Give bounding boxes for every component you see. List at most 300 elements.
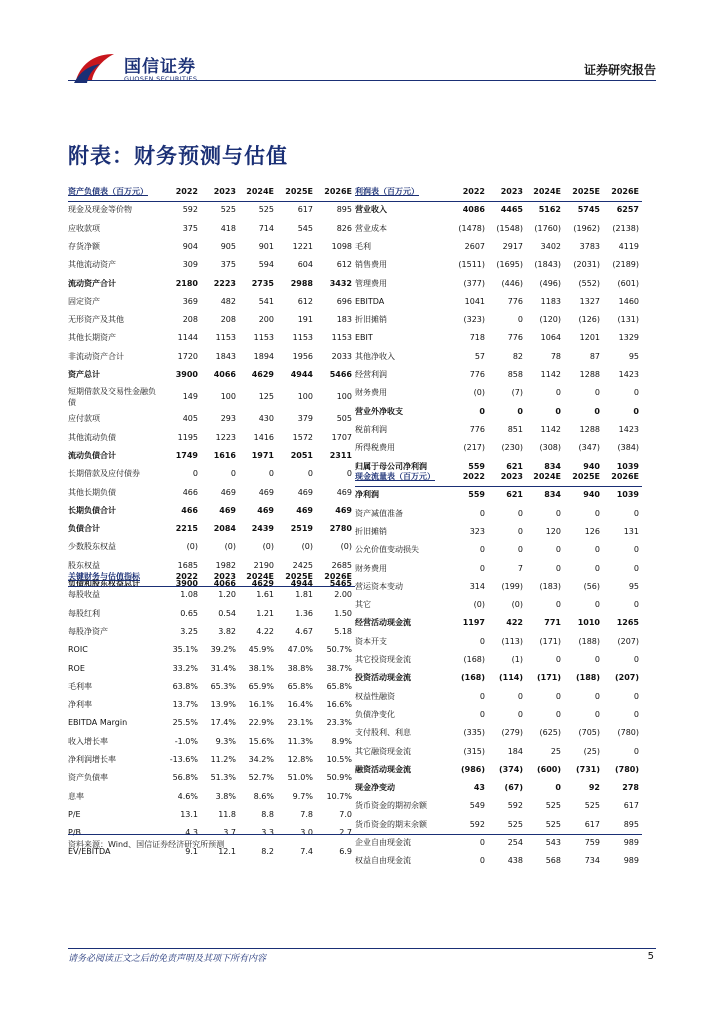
row-value: 1.21	[256, 608, 274, 618]
row-value: 0	[230, 469, 236, 479]
column-header-year: 2023	[500, 472, 523, 481]
row-value: 0	[479, 709, 485, 719]
row-value: 12.1	[218, 846, 236, 856]
row-value: 35.1%	[172, 645, 198, 655]
table-row	[68, 447, 355, 465]
row-value: 525	[258, 205, 274, 215]
row-value: (7)	[511, 388, 523, 398]
row-value: 65.3%	[210, 681, 236, 691]
row-value: -13.6%	[169, 755, 198, 764]
row-value: (0)	[473, 388, 485, 398]
row-label: 固定资产	[68, 296, 100, 306]
column-header-year: 2026E	[611, 472, 639, 481]
table-row	[355, 596, 642, 614]
row-value: 0	[633, 388, 639, 398]
row-value: 0	[633, 600, 639, 610]
table-header-row	[355, 468, 642, 487]
row-value: 905	[220, 241, 236, 251]
row-value: 379	[297, 414, 313, 424]
row-value: 0	[633, 691, 639, 701]
logo-name-cn: 国信证券	[124, 57, 196, 77]
row-value: 0	[479, 636, 485, 646]
row-value: (126)	[578, 315, 600, 325]
report-type-label: 证券研究报告	[583, 63, 656, 77]
row-value: 1265	[616, 618, 639, 628]
row-value: 11.8	[218, 809, 236, 819]
row-value: 5745	[577, 205, 600, 215]
table-row	[355, 293, 642, 311]
row-value: 2051	[290, 450, 313, 460]
key-ratios-table	[68, 568, 355, 861]
row-value: 617	[623, 801, 639, 811]
row-value: (731)	[575, 764, 600, 774]
row-value: 3.0	[300, 828, 313, 838]
row-value: (56)	[583, 581, 600, 591]
row-value: (2031)	[573, 260, 600, 270]
row-value: 438	[507, 856, 523, 866]
row-value: 895	[623, 819, 639, 829]
cash-flow-table	[355, 468, 642, 871]
row-value: 3.25	[180, 626, 198, 636]
row-value: (780)	[617, 728, 639, 738]
row-value: 2439	[251, 524, 274, 534]
row-label: 权益性融资	[355, 691, 395, 701]
row-value: 559	[468, 461, 485, 471]
balance-sheet-table	[68, 183, 355, 593]
row-value: 525	[220, 205, 236, 215]
row-value: 0	[307, 469, 313, 479]
table-row	[355, 384, 642, 402]
table-row	[355, 724, 642, 742]
row-value: 25.5%	[172, 718, 198, 728]
row-value: 65.8%	[326, 681, 352, 691]
row-label: 销售费用	[355, 260, 387, 270]
row-value: 120	[545, 526, 561, 536]
row-value: 1.61	[256, 590, 274, 600]
table-row	[355, 366, 642, 384]
row-value: 63.8%	[172, 681, 198, 691]
row-value: 834	[544, 490, 561, 500]
row-value: 6.9	[339, 846, 352, 856]
row-value: (986)	[460, 764, 485, 774]
row-value: (1548)	[496, 223, 523, 233]
row-value: 1223	[215, 432, 236, 442]
table-row	[355, 651, 642, 669]
table-row	[355, 523, 642, 541]
row-value: 549	[469, 801, 485, 811]
row-value: 183	[336, 315, 352, 325]
row-value: (705)	[578, 728, 600, 738]
row-value: 940	[583, 490, 600, 500]
row-value: 776	[469, 370, 485, 379]
row-label: 现金及现金等价物	[68, 205, 132, 215]
row-value: 13.9%	[210, 700, 236, 710]
row-value: 0	[594, 691, 600, 701]
column-header-year: 2026E	[324, 572, 352, 581]
row-label: EBIT	[355, 333, 373, 343]
row-value: 3.3	[261, 828, 274, 838]
row-value: 2180	[175, 278, 198, 288]
row-value: 3900	[175, 370, 198, 379]
row-value: 543	[545, 838, 561, 847]
table-row	[355, 421, 642, 439]
table-row	[355, 505, 642, 523]
row-value: 2.00	[334, 590, 352, 600]
row-value: 0	[555, 709, 561, 719]
row-value: 9.1	[185, 846, 198, 856]
row-value: 200	[258, 315, 274, 325]
row-value: 430	[258, 414, 274, 424]
row-label: ROIC	[68, 645, 88, 655]
row-value: 22.9%	[248, 718, 274, 728]
row-value: (25)	[583, 746, 600, 756]
row-label: 经营利润	[355, 370, 387, 379]
row-value: 989	[623, 838, 639, 847]
row-value: (67)	[504, 783, 523, 793]
row-value: 33.2%	[172, 663, 198, 673]
income-statement-table	[355, 183, 642, 476]
column-header-year: 2024E	[246, 187, 274, 196]
row-value: (171)	[539, 636, 561, 646]
table-row	[355, 256, 642, 274]
row-label: EV/EBITDA	[68, 846, 111, 856]
row-value: 95	[628, 351, 639, 361]
row-value: 469	[296, 505, 313, 515]
table-row	[68, 751, 355, 769]
row-value: (0)	[473, 600, 485, 610]
row-value: 2607	[464, 241, 485, 251]
row-value: 469	[258, 487, 274, 497]
row-value: (113)	[501, 636, 523, 646]
table-row	[68, 586, 355, 604]
table-row	[68, 348, 355, 366]
row-value: -1.0%	[174, 736, 198, 746]
table-row	[355, 560, 642, 578]
row-value: 718	[469, 333, 485, 343]
row-label: EBITDA	[355, 296, 385, 306]
header-divider	[68, 80, 656, 81]
row-value: 34.2%	[248, 755, 274, 764]
table-row	[68, 384, 355, 410]
row-label: 其他长期负债	[68, 487, 116, 497]
row-label: 流动负债合计	[68, 450, 116, 460]
row-value: 4.3	[185, 828, 198, 838]
row-value: 1098	[331, 241, 352, 251]
column-header-year: 2022	[462, 187, 485, 196]
row-value: (168)	[463, 655, 485, 664]
logo-name-en: GUOSEN SECURITIES	[124, 75, 198, 83]
row-label: 融资活动现金流	[355, 764, 411, 774]
row-value: 38.1%	[248, 663, 274, 673]
row-value: 422	[506, 618, 523, 628]
row-value: 6257	[616, 205, 639, 215]
row-value: 149	[182, 392, 198, 402]
row-value: 525	[545, 819, 561, 829]
row-value: 525	[507, 819, 523, 829]
row-value: 0	[555, 563, 561, 573]
row-value: 126	[584, 526, 600, 536]
row-value: 10.5%	[326, 755, 352, 764]
table-row	[355, 578, 642, 596]
row-value: 0	[594, 563, 600, 573]
column-header-year: 2023	[500, 187, 523, 196]
row-value: 3.7	[223, 828, 236, 838]
row-value: 1197	[462, 618, 485, 628]
row-value: (183)	[539, 581, 561, 591]
row-value: 3.82	[218, 626, 236, 636]
row-value: 759	[584, 838, 600, 847]
row-label: 负债和股东权益总计	[68, 579, 140, 588]
row-value: 0	[555, 545, 561, 555]
row-label: 公允价值变动损失	[355, 545, 419, 555]
row-value: 92	[588, 783, 600, 793]
row-value: 3402	[540, 241, 561, 251]
row-label: 营业收入	[355, 205, 387, 215]
row-value: 617	[297, 205, 313, 215]
page-number: 5	[647, 951, 654, 962]
row-value: (0)	[301, 542, 313, 552]
table-row	[68, 329, 355, 347]
row-value: (207)	[617, 636, 639, 646]
row-value: 3900	[175, 579, 198, 588]
row-value: 191	[297, 315, 313, 325]
row-label: 短期借款及交易性金融负债	[68, 387, 156, 408]
row-value: (168)	[460, 673, 485, 683]
row-value: 834	[544, 461, 561, 471]
row-value: 1707	[331, 432, 352, 442]
row-value: (230)	[501, 443, 523, 453]
row-value: 4944	[290, 579, 313, 588]
row-value: 11.3%	[287, 736, 313, 746]
row-value: 2311	[329, 450, 352, 460]
row-value: 405	[182, 414, 198, 424]
row-label: 权益自由现金流	[355, 856, 411, 866]
table-row	[68, 220, 355, 238]
column-header-year: 2022	[175, 187, 198, 196]
row-label: 资本开支	[355, 636, 387, 646]
row-value: 469	[336, 487, 352, 497]
row-value: 4066	[213, 370, 236, 379]
row-value: 0	[517, 315, 523, 325]
row-value: 0.65	[180, 608, 198, 618]
row-label: 存货净额	[68, 241, 100, 251]
column-header-year: 2026E	[324, 187, 352, 196]
row-value: 208	[182, 315, 198, 325]
table-row	[355, 816, 642, 834]
row-value: 505	[336, 414, 352, 424]
row-value: 604	[297, 260, 313, 270]
row-value: 4629	[251, 370, 274, 379]
row-value: 592	[469, 819, 485, 829]
table-row	[355, 311, 642, 329]
row-label: 负债合计	[68, 524, 100, 534]
table-row	[68, 605, 355, 623]
row-value: 2223	[213, 278, 236, 288]
row-value: 369	[182, 296, 198, 306]
row-label: 折旧摊销	[355, 526, 387, 536]
row-value: 0	[517, 406, 523, 416]
row-value: 1010	[577, 618, 600, 628]
row-value: 469	[220, 487, 236, 497]
row-value: 293	[220, 414, 236, 424]
row-value: (131)	[617, 315, 639, 325]
row-value: 15.6%	[248, 736, 274, 746]
row-label: 资产总计	[68, 370, 100, 379]
table-title: 资产负债表（百万元）	[68, 187, 148, 196]
row-label: 折旧摊销	[355, 315, 387, 325]
row-value: 858	[507, 370, 523, 379]
row-label: 每股收益	[68, 590, 100, 600]
table-row	[355, 220, 642, 238]
row-label: 现金净变动	[355, 783, 395, 793]
row-value: 1201	[579, 333, 600, 343]
row-value: 254	[507, 838, 523, 847]
row-value: 1416	[253, 432, 274, 442]
row-value: 776	[507, 296, 523, 306]
row-value: 1183	[540, 296, 561, 306]
row-value: (780)	[614, 764, 639, 774]
table-row	[68, 429, 355, 447]
row-label: 息率	[68, 791, 84, 801]
table-row	[68, 238, 355, 256]
row-value: 1039	[616, 461, 639, 471]
row-label: P/B	[68, 828, 82, 838]
row-label: 无形资产及其他	[68, 315, 124, 325]
row-value: 469	[219, 505, 236, 515]
row-value: 0	[633, 563, 639, 573]
row-value: 901	[258, 241, 274, 251]
row-value: 8.8	[261, 809, 274, 819]
row-value: (171)	[536, 673, 561, 683]
table-bottom-rule	[68, 834, 642, 835]
row-value: 0	[555, 655, 561, 664]
row-value: 1894	[253, 351, 274, 361]
table-row	[355, 797, 642, 815]
row-value: 278	[622, 783, 639, 793]
row-value: 0	[555, 388, 561, 398]
row-label: 其他净收入	[355, 351, 395, 361]
table-row	[68, 410, 355, 428]
row-value: 0	[346, 469, 352, 479]
table-row	[355, 779, 642, 797]
row-value: 1064	[540, 333, 561, 343]
row-label: 每股净资产	[68, 626, 108, 636]
row-value: 56.8%	[172, 773, 198, 783]
row-value: (625)	[539, 728, 561, 738]
row-value: (315)	[463, 746, 485, 756]
row-value: 525	[584, 801, 600, 811]
row-value: 469	[297, 487, 313, 497]
row-value: 0	[594, 655, 600, 664]
row-value: 57	[474, 351, 485, 361]
row-value: 734	[584, 856, 600, 866]
row-value: 0	[479, 563, 485, 573]
row-value: 50.7%	[326, 645, 352, 655]
table-row	[355, 852, 642, 870]
row-value: 989	[623, 856, 639, 866]
row-value: (1511)	[458, 260, 485, 270]
row-value: 8.9%	[331, 736, 352, 746]
page-title: 附表：财务预测与估值	[68, 144, 288, 168]
row-value: 1956	[292, 351, 313, 361]
row-value: (207)	[614, 673, 639, 683]
row-label: 净利率	[68, 700, 92, 710]
row-value: 1616	[213, 450, 236, 460]
row-value: 826	[336, 223, 352, 233]
row-value: (601)	[617, 278, 639, 288]
row-value: 4119	[618, 241, 639, 251]
row-label: 所得税费用	[355, 443, 395, 453]
column-header-year: 2025E	[285, 187, 313, 196]
row-value: 309	[182, 260, 198, 270]
row-value: (1695)	[496, 260, 523, 270]
row-value: 2084	[213, 524, 236, 534]
row-label: 营运资本变动	[355, 581, 403, 591]
row-value: 38.7%	[326, 663, 352, 673]
table-row	[355, 688, 642, 706]
row-label: EBITDA Margin	[68, 718, 128, 728]
row-value: 1749	[175, 450, 198, 460]
row-value: 4944	[290, 370, 313, 379]
row-value: 4.22	[256, 626, 274, 636]
row-value: 1142	[540, 370, 561, 379]
row-value: 100	[336, 392, 352, 402]
table-row	[68, 256, 355, 274]
column-header-year: 2025E	[572, 187, 600, 196]
row-value: 95	[628, 581, 639, 591]
table-row	[355, 439, 642, 457]
row-value: 0	[594, 600, 600, 610]
row-value: (217)	[463, 443, 485, 453]
row-value: 1153	[292, 333, 313, 343]
row-value: 482	[220, 296, 236, 306]
row-value: (0)	[511, 600, 523, 610]
footer-divider	[68, 948, 656, 949]
table-title: 关键财务与估值指标	[68, 572, 140, 581]
row-value: 851	[507, 424, 523, 434]
table-row	[355, 743, 642, 761]
row-value: 323	[469, 526, 485, 536]
table-row	[355, 238, 642, 256]
row-value: (188)	[575, 673, 600, 683]
table-row	[68, 733, 355, 751]
row-label: 应付款项	[68, 414, 100, 424]
row-value: 0	[594, 406, 600, 416]
row-value: 45.9%	[248, 645, 274, 655]
row-value: 87	[589, 351, 600, 361]
row-value: 1423	[618, 424, 639, 434]
table-row	[68, 293, 355, 311]
column-header-year: 2026E	[611, 187, 639, 196]
column-header-year: 2023	[213, 187, 236, 196]
row-value: 7	[517, 563, 523, 573]
table-row	[68, 311, 355, 329]
row-value: 1288	[579, 370, 600, 379]
row-value: 1685	[177, 560, 198, 570]
row-value: 1572	[292, 432, 313, 442]
row-value: 0	[633, 655, 639, 664]
table-row	[68, 520, 355, 538]
row-value: 7.0	[339, 809, 352, 819]
row-value: 0	[517, 508, 523, 518]
row-value: (114)	[498, 673, 523, 683]
row-value: 568	[545, 856, 561, 866]
column-header-year: 2024E	[246, 572, 274, 581]
row-value: 1195	[177, 432, 198, 442]
row-value: 23.1%	[287, 718, 313, 728]
row-value: 1329	[618, 333, 639, 343]
row-value: 2780	[329, 524, 352, 534]
